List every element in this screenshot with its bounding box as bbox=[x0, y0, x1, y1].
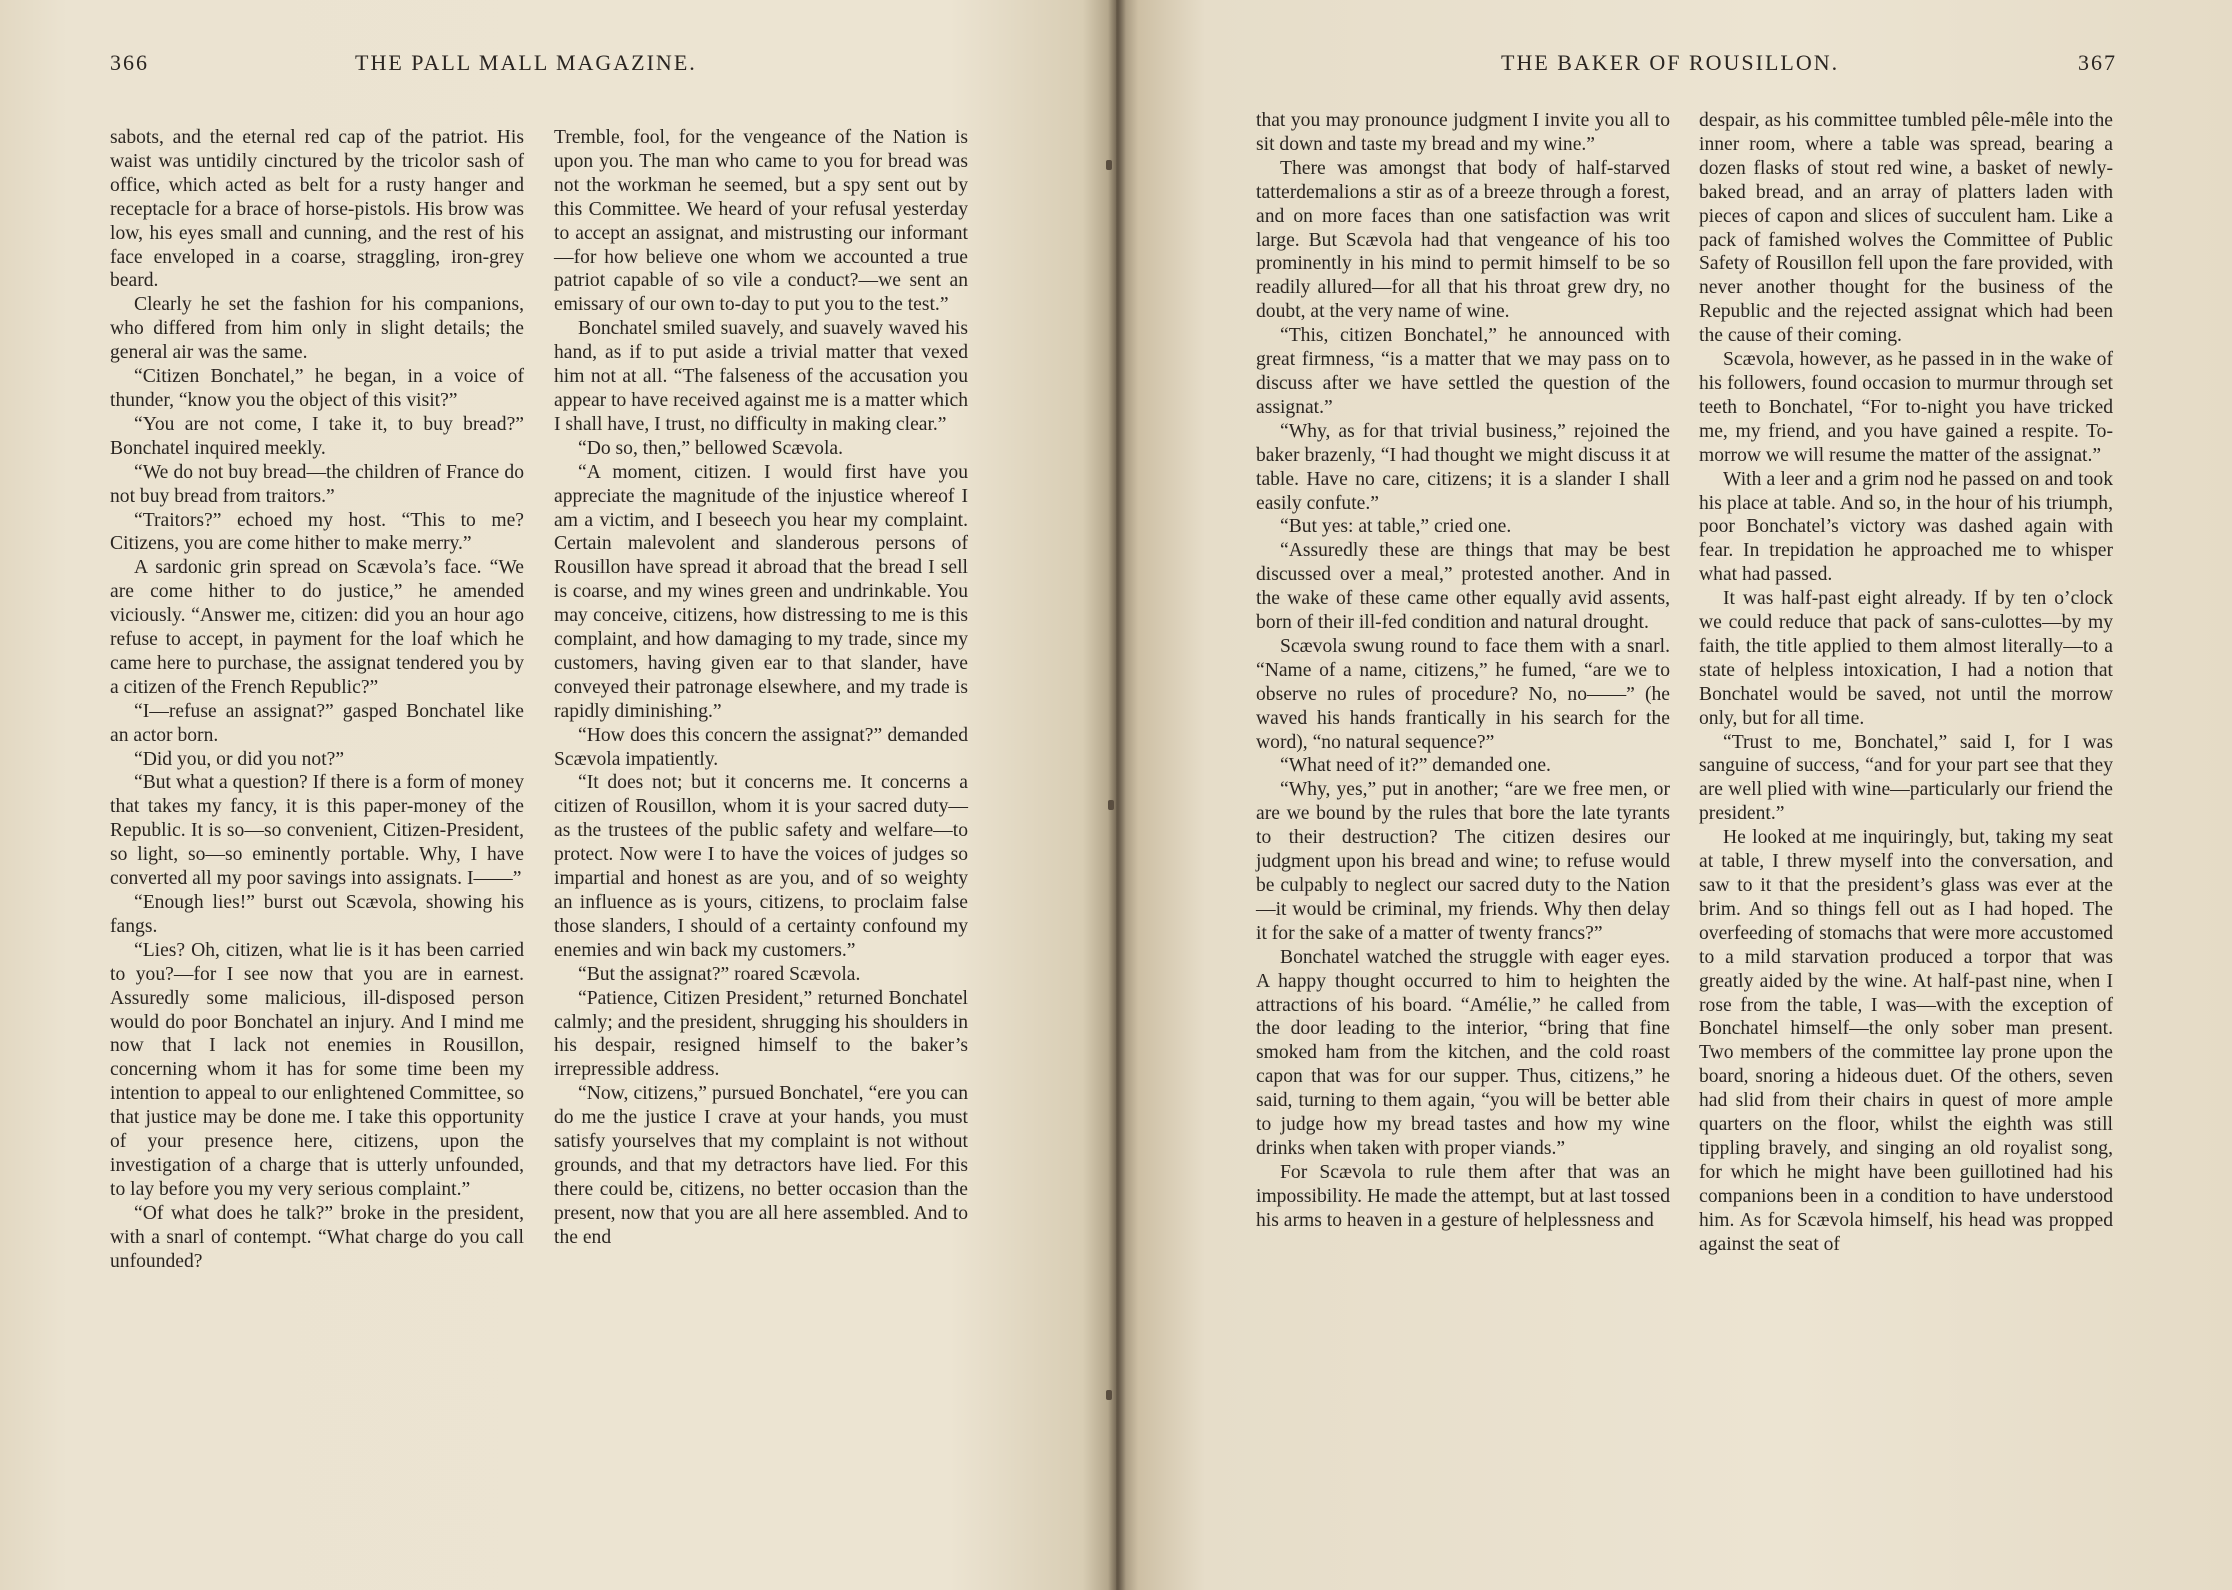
paragraph: “Why, as for that trivial business,” rejoined the baker brazenly, “I had thought we might discuss it at table. Have no care, citizens; it is a slander I shall easily confute.” bbox=[1256, 420, 1670, 514]
paragraph: A sardonic grin spread on Scævola’s face. “We are come hither to do justice,” he amended viciously. “Answer me, citizen: did you an hour ago refuse to accept, in payment for the loaf which he came here to purchase, the assignat tendered you by a citizen of the French Republic?” bbox=[110, 557, 524, 698]
paragraph: He looked at me inquiringly, but, taking my seat at table, I threw myself into the conversation, and saw to it that the president’s glass was ever at the brim. And so things fell out as I had hoped. The overfeeding of stomachs that were more accustomed to a mild starvation produced a torpor that was greatly aided by the wine. At half-past nine, when I rose from the table, I was—with the exception of Bonchatel himself—the only sober man present. Two members of the committee lay prone upon the board, snoring a hideous duet. Of the others, seven had slid from their chairs in quest of more ample quarters on the floor, whilst the eighth was still tippling bravely, and singing an old royalist song, for which he might have been guillotined had his companions been in a condition to have understood him. As for Scævola himself, his head was propped against the seat of bbox=[1699, 827, 2113, 1255]
paragraph: “Why, yes,” put in another; “are we free men, or are we bound by the rules that bore the late tyrants to their destruction? The citizen desires our judgment upon his bread and wine; to refuse would be culpably to neglect our sacred duty to the Nation—it would be criminal, my friends. Why then delay it for the sake of a matter of twenty francs?” bbox=[1256, 779, 1670, 944]
page-number: 366 bbox=[110, 50, 149, 75]
paragraph: despair, as his committee tumbled pêle-mêle into the inner room, where a table was spread, bearing a dozen flasks of stout red wine, a basket of newly-baked bread, and an array of platters laden with pieces of capon and slices of succulent ham. Like a pack of famished wolves the Committee of Public Safety of Rousillon fell upon the fare provided, with never another thought for the business of the Republic and the rejected assignat which had been the cause of their coming. bbox=[1699, 110, 2113, 347]
paragraph: “It does not; but it concerns me. It concerns a citizen of Rousillon, whom it is your sacred duty—as the trustees of the public safety and welfare—to protect. Now were I to have the voices of judges so impartial and honest as are you, and of so weighty an influence as is yours, citizens, to proclaim false those slanders, I should of a certainty confound my enemies and win back my customers.” bbox=[554, 772, 968, 961]
paragraph: “Enough lies!” burst out Scævola, showing his fangs. bbox=[110, 892, 524, 937]
paragraph: that you may pronounce judgment I invite you all to sit down and taste my bread and my wine.” bbox=[1256, 110, 1670, 155]
paragraph: “But yes: at table,” cried one. bbox=[1280, 516, 1512, 538]
paragraph: “Now, citizens,” pursued Bonchatel, “ere you can do me the justice I crave at your hands, you must satisfy yourselves that my complaint is not without grounds, and that my detractors have lied. For this there could be, citizens, no better occasion than the present, now that you are all here assembled. And to the end bbox=[554, 1083, 968, 1248]
paragraph: Bonchatel watched the struggle with eager eyes. A happy thought occurred to him to heighten the attractions of his board. “Amélie,” he called from the door leading to the interior, “bring that fine smoked ham from the kitchen, and the cold roast capon that was for our supper. Thus, citizens,” he said, turning to them again, “you will be better able to judge how my bread tastes and how my wine drinks when taken with proper viands.” bbox=[1256, 946, 1670, 1159]
paragraph: “I—refuse an assignat?” gasped Bonchatel like an actor born. bbox=[110, 700, 524, 746]
running-title: THE PALL MALL MAGAZINE. bbox=[355, 50, 697, 75]
paragraph: “Assuredly these are things that may be best discussed over a meal,” protested another. And in the wake of these came other equally avid assents, born of their ill-fed condition and natural drought. bbox=[1256, 540, 1670, 634]
left-column-1 bbox=[110, 126, 524, 1274]
paragraph: “We do not buy bread—the children of France do not buy bread from traitors.” bbox=[110, 461, 524, 507]
paragraph: “Patience, Citizen President,” returned Bonchatel calmly; and the president, shrugging his shoulders in his despair, resigned himself to the baker’s irrepressible address. bbox=[554, 987, 968, 1081]
running-title: THE BAKER OF ROUSILLON. bbox=[1501, 50, 1840, 75]
paragraph: For Scævola to rule them after that was an impossibility. He made the attempt, but at last tossed his arms to heaven in a gesture of helplessness and bbox=[1256, 1161, 1670, 1231]
binding-stitch-mark bbox=[1106, 160, 1112, 170]
paragraph: With a leer and a grim nod he passed on and took his place at table. And so, in the hour of his triumph, poor Bonchatel’s victory was dashed again with fear. In trepidation he approached me to whisper what had passed. bbox=[1699, 468, 2113, 586]
binding-stitch-mark bbox=[1106, 1390, 1112, 1400]
paragraph: Scævola, however, as he passed in in the wake of his followers, found occasion to murmur through set teeth to Bonchatel, “For to-night you have tricked me, my friend, and you have gained a respite. To-morrow we will resume the matter of the assignat.” bbox=[1699, 349, 2113, 466]
paragraph: Scævola swung round to face them with a snarl. “Name of a name, citizens,” he fumed, “are we to observe no rules of procedure? No, no——” (he waved his hands frantically in his search for the word), “no natural sequence?” bbox=[1256, 635, 1670, 753]
right-column-1 bbox=[1256, 109, 1670, 1233]
paragraph: sabots, and the eternal red cap of the patriot. His waist was untidily cinctured by the tricolor sash of office, which acted as belt for a rusty hanger and receptacle for a brace of horse-pistols. His brow was low, his eyes small and cunning, and the rest of his face enveloped in a coarse, straggling, iron-grey beard. bbox=[110, 127, 524, 292]
paragraph: “How does this concern the assignat?” demanded Scævola impatiently. bbox=[554, 724, 968, 770]
paragraph: “This, citizen Bonchatel,” he announced with great firmness, “is a matter that we may pass on to discuss after we have settled the question of the assignat.” bbox=[1256, 325, 1670, 418]
paragraph: Bonchatel smiled suavely, and suavely waved his hand, as if to put aside a trivial matter that vexed him not at all. “The falseness of the accusation you appear to have received against me is a matter which I shall have, I trust, no difficulty in making clear.” bbox=[554, 318, 969, 435]
paragraph: “But the assignat?” roared Scævola. bbox=[578, 963, 861, 985]
paragraph: “Trust to me, Bonchatel,” said I, for I was sanguine of success, “and for your part see that they are well plied with wine—particularly our friend the president.” bbox=[1699, 731, 2113, 825]
paragraph: “You are not come, I take it, to buy bread?” Bonchatel inquired meekly. bbox=[110, 413, 524, 459]
paragraph: “Lies? Oh, citizen, what lie is it has been carried to you?—for I see now that you are in earnest. Assuredly some malicious, ill-disposed person would do poor Bonchatel an injury. And I mind me now that I lack not enemies in Rousillon, concerning whom it has for some time been my intention to appeal to our enlightened Committee, so that justice may be done me. I take this opportunity of your presence here, citizens, upon the investigation of a charge that is utterly unfounded, to lay before you my very serious complaint.” bbox=[110, 939, 524, 1200]
book-gutter bbox=[1108, 0, 1126, 1590]
paragraph: It was half-past eight already. If by ten o’clock we could reduce that pack of sans-culottes—by my faith, the title applied to them almost literally—to a state of helpless intoxication, I had a notion that Bonchatel would be saved, not until the morrow only, but for all time. bbox=[1699, 588, 2113, 729]
paragraph: There was amongst that body of half-starved tatterdemalions a stir as of a breeze through a forest, and on more faces than one satisfaction was writ large. But Scævola had that vengeance of his too prominently in his mind to permit himself to be so readily allured—for all that his throat grew dry, no doubt, at the very name of wine. bbox=[1256, 157, 1670, 323]
paragraph: “Traitors?” echoed my host. “This to me? Citizens, you are come hither to make merry.” bbox=[110, 509, 524, 555]
left-column-2 bbox=[554, 126, 968, 1250]
paragraph: Tremble, fool, for the vengeance of the Nation is upon you. The man who came to you for bread was not the workman he seemed, but a spy sent out by this Committee. We heard of your refusal yesterday to accept an assignat, and mistrusting our informant—for how believe one whom we accounted a true patriot capable of so vile a conduct?—we sent an emissary of our own to-day to put you to the test.” bbox=[554, 127, 968, 316]
page-number: 367 bbox=[2078, 50, 2117, 75]
paragraph: “A moment, citizen. I would first have you appreciate the magnitude of the injustice whereof I am a victim, and I beseech you hear my complaint. Certain malevolent and slanderous persons of Rousillon have spread it abroad that the bread I sell is coarse, and my wines green and undrinkable. You may conceive, citizens, how distressing to me is this complaint, and how damaging to my trade, since my customers, having given ear to that slander, have conveyed their patronage elsewhere, and my trade is rapidly diminishing.” bbox=[554, 461, 968, 722]
paragraph: “Did you, or did you not?” bbox=[134, 748, 345, 770]
paragraph: “Do so, then,” bellowed Scævola. bbox=[578, 437, 844, 459]
paragraph: “What need of it?” demanded one. bbox=[1280, 755, 1551, 777]
paragraph: “Of what does he talk?” broke in the president, with a snarl of contempt. “What charge do you call unfounded? bbox=[110, 1202, 524, 1272]
right-page bbox=[1116, 0, 2232, 1590]
paragraph: “But what a question? If there is a form of money that takes my fancy, it is this paper-money of the Republic. It is so—so convenient, Citizen-President, so light, so—so eminently portable. Why, I have converted all my poor savings into assignats. I——” bbox=[110, 772, 524, 890]
paragraph: Clearly he set the fashion for his companions, who differed from him only in slight details; the general air was the same. bbox=[110, 294, 524, 364]
right-column-2 bbox=[1699, 109, 2113, 1257]
binding-stitch-mark bbox=[1108, 800, 1114, 810]
paragraph: “Citizen Bonchatel,” he began, in a voice of thunder, “know you the object of this visit?” bbox=[110, 366, 524, 411]
